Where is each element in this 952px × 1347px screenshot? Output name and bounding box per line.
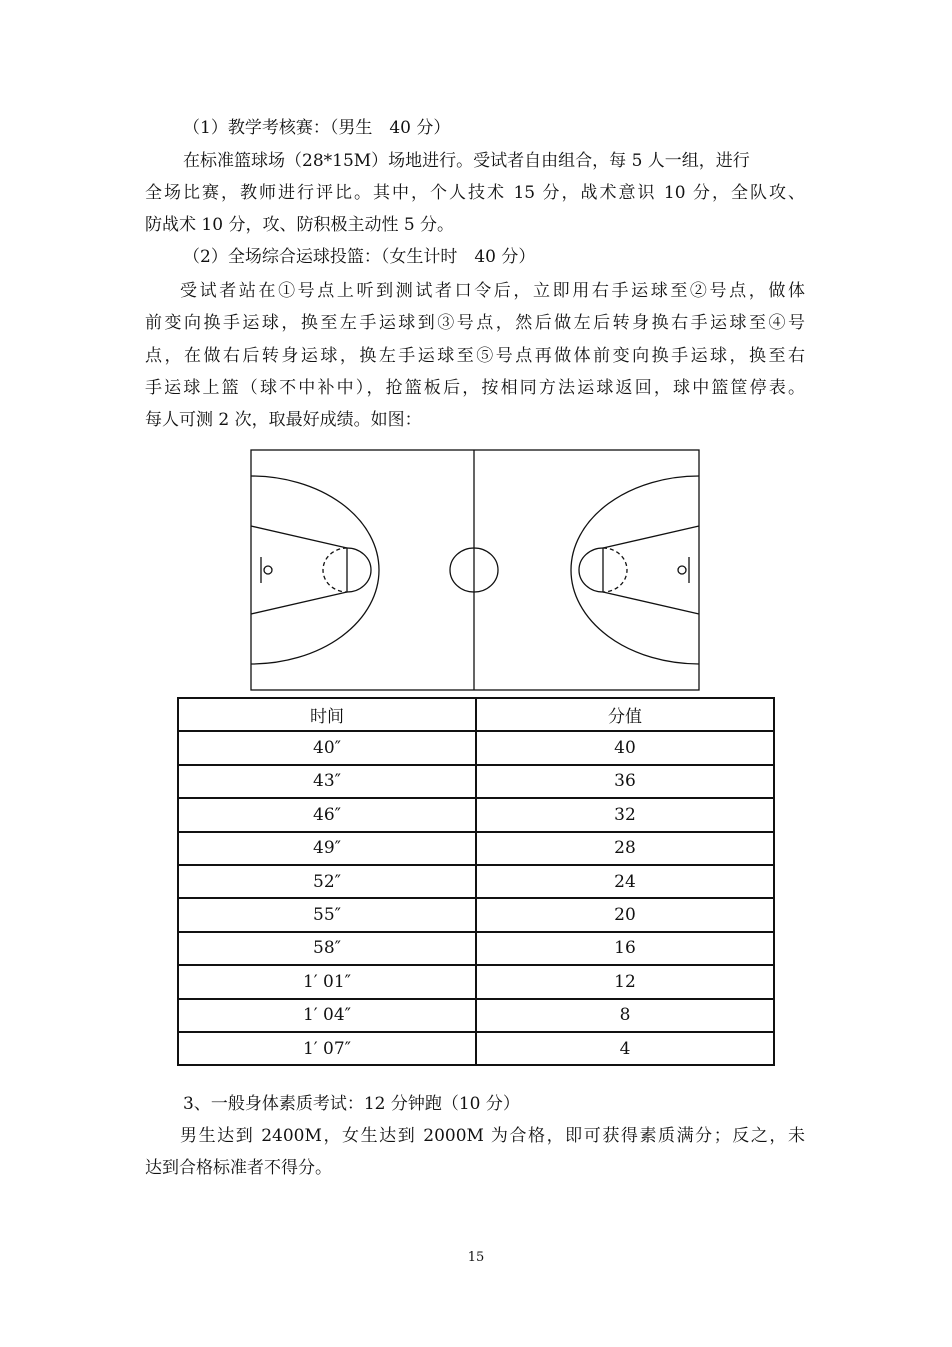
section1-line-2: 全场比赛，教师进行评比。其中，个人技术 15 分，战术意识 10 分，全队攻、 [145,183,805,203]
header-score: 分值 [476,698,774,731]
left-basket [264,566,272,574]
time-cell: 58″ [178,932,476,965]
table-header-row [178,698,774,731]
time-cell: 49″ [178,832,476,865]
right-free-throw-circle-inner [603,548,627,592]
table-row [178,1032,774,1065]
score-cell: 4 [476,1032,774,1065]
time-cell: 43″ [178,765,476,798]
score-cell: 32 [476,798,774,831]
header-time: 时间 [178,698,476,731]
section2-line-4: 手运球上篮（球不中补中），抢篮板后，按相同方法运球返回，球中篮筐停表。 [145,378,805,398]
table-row [178,865,774,898]
basketball-court-diagram [250,449,702,693]
section3-line-2: 达到合格标准者不得分。 [145,1158,332,1178]
score-cell: 28 [476,832,774,865]
left-free-throw-circle-outer [347,548,371,592]
table-row [178,898,774,931]
section1-heading: （1）教学考核赛：（男生 40 分） [183,118,451,138]
right-free-throw-circle-outer [579,548,603,592]
score-cell: 20 [476,898,774,931]
left-free-throw-circle-inner [323,548,347,592]
section3-heading: 3、一般身体素质考试：12 分钟跑（10 分） [183,1094,520,1114]
section1-line-3: 防战术 10 分，攻、防积极主动性 5 分。 [145,215,455,235]
score-cell: 36 [476,765,774,798]
table-row [178,731,774,764]
time-cell: 1′ 07″ [178,1032,476,1065]
right-key [603,526,699,614]
score-cell: 12 [476,965,774,998]
table-row [178,999,774,1032]
section2-line-3: 点，在做右后转身运球，换左手运球至⑤号点再做体前变向换手运球，换至右 [145,346,805,366]
time-cell: 46″ [178,798,476,831]
score-cell: 24 [476,865,774,898]
table-row [178,832,774,865]
score-cell: 16 [476,932,774,965]
score-cell: 40 [476,731,774,764]
table-row [178,765,774,798]
time-cell: 1′ 04″ [178,999,476,1032]
score-table [177,697,775,1066]
time-cell: 55″ [178,898,476,931]
section1-line-1: 在标准篮球场（28*15M）场地进行。受试者自由组合，每 5 人一组，进行 [183,151,750,171]
left-key [251,526,347,614]
right-basket [678,566,686,574]
right-three-point-arc [571,476,699,664]
table-row [178,798,774,831]
section2-line-1: 受试者站在①号点上听到测试者口令后，立即用右手运球至②号点，做体 [180,281,805,301]
time-cell: 40″ [178,731,476,764]
score-cell: 8 [476,999,774,1032]
table-row [178,965,774,998]
section2-line-2: 前变向换手运球，换至左手运球到③号点，然后做左后转身换右手运球至④号 [145,313,805,333]
court-boundary [251,450,699,690]
page-number: 15 [467,1250,485,1265]
time-cell: 1′ 01″ [178,965,476,998]
table-row [178,932,774,965]
time-cell: 52″ [178,865,476,898]
section3-line-1: 男生达到 2400M，女生达到 2000M 为合格，即可获得素质满分；反之，未 [180,1126,805,1146]
section2-line-5: 每人可测 2 次，取最好成绩。如图： [145,410,422,430]
section2-heading: （2）全场综合运球投篮：（女生计时 40 分） [183,247,536,267]
left-three-point-arc [251,476,379,664]
